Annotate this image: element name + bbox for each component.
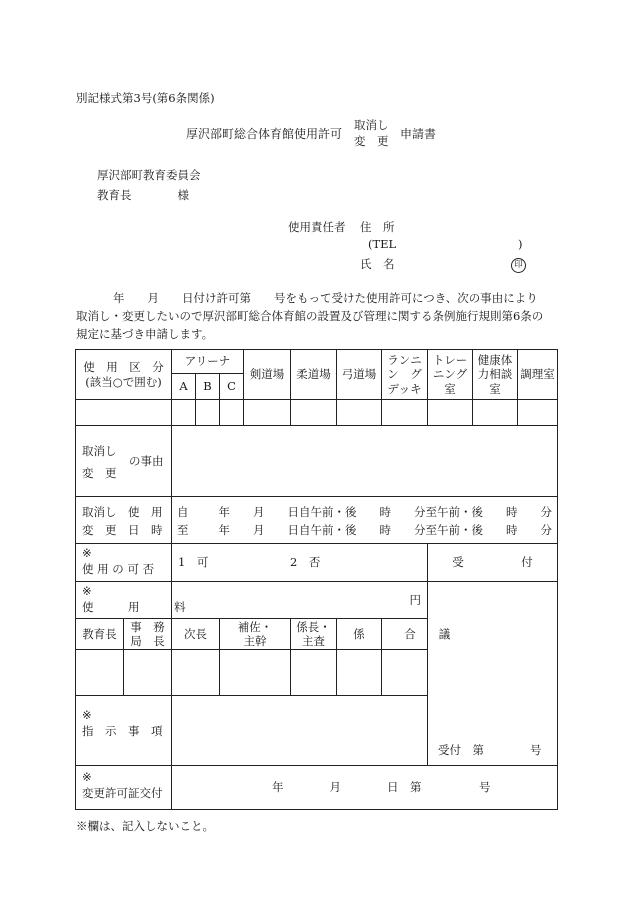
reason-label-suffix: の事由: [129, 454, 164, 468]
arena-b-cell[interactable]: [196, 400, 220, 426]
arena-a-cell[interactable]: [172, 400, 196, 426]
fee-label: [76, 582, 186, 619]
applicant-tel-open: (TEL: [368, 237, 397, 251]
seal-mark: 印: [511, 258, 526, 273]
training-room-line-2: ニング: [432, 367, 468, 382]
body-line-1: 年 月 日付け許可第 号をもって受けた使用許可につき、次の事由により: [113, 291, 538, 305]
applicant-tel-close: ): [518, 237, 523, 251]
training-room-header: [428, 350, 473, 400]
reception-area[interactable]: [428, 582, 558, 766]
kyudo-cell[interactable]: [337, 400, 382, 426]
approval-jimu-line-1: 事 務: [130, 619, 165, 634]
cooking-room-cell[interactable]: [518, 400, 558, 426]
health-consultation-cell[interactable]: [473, 400, 518, 426]
applicant-address-label: 住 所: [360, 220, 395, 234]
reason-label-change: 変 更: [82, 466, 117, 480]
training-room-cell[interactable]: [428, 400, 473, 426]
title-suffix: 申請書: [400, 127, 437, 141]
approval-kakari-stamp[interactable]: [337, 650, 382, 696]
usage-category-label: [76, 350, 172, 400]
approval-jicho-header: 次長: [172, 619, 220, 650]
body-line-3: 規定に基づき申請します。: [76, 327, 214, 341]
addressee-board: 厚沢部町教育委員会: [97, 168, 201, 182]
approval-kyoikucho-header: 教育長: [76, 619, 124, 650]
approval-hosa-line-1: 補佐・: [237, 619, 273, 634]
datetime-from-prefix: 自: [177, 505, 189, 519]
judo-cell[interactable]: [291, 400, 337, 426]
change-permit-label: [76, 766, 172, 810]
application-table: [75, 349, 558, 810]
applicant-name-label: 氏 名: [360, 257, 395, 271]
approval-hosa-line-2: 主幹: [243, 634, 267, 648]
running-deck-header: [382, 350, 428, 400]
fee-label-text: 使 用 料: [82, 600, 186, 614]
fee-yen: 円: [409, 593, 421, 607]
datetime-from-row: 年 月 日自午前・後 時 分至午前・後 時 分: [218, 505, 552, 519]
change-permit-mark: ※: [82, 770, 92, 784]
permission-no: 2 否: [290, 555, 321, 569]
approval-kakaricho-stamp[interactable]: [291, 650, 337, 696]
health-consultation-header: [473, 350, 518, 400]
form-number: 別記様式第3号(第6条関係): [76, 91, 215, 105]
permission-label: [76, 544, 172, 582]
arena-b-header: B: [196, 374, 220, 400]
approval-kakaricho-line-2: 主査: [302, 634, 325, 648]
arena-c-cell[interactable]: [220, 400, 244, 426]
health-consultation-line-2: 力相談: [477, 367, 513, 382]
usage-category-label-1: 使 用 区 分: [83, 360, 164, 375]
approval-kakaricho-line-1: 係長・: [296, 619, 331, 634]
datetime-to-prefix: 至: [177, 523, 189, 537]
approval-kyoikucho-stamp[interactable]: [76, 650, 124, 696]
instructions-field[interactable]: [172, 696, 428, 766]
reception-header: 受 付: [428, 544, 558, 582]
approval-kakaricho-header: [291, 619, 337, 650]
applicant-role-label: 使用責任者: [288, 220, 346, 234]
running-deck-line-2: ン グ: [387, 367, 422, 382]
kyudo-header: 弓道場: [337, 350, 382, 400]
datetime-to-row: 年 月 日自午前・後 時 分至午前・後 時 分: [218, 523, 552, 537]
footnote: ※欄は、記入しないこと。: [76, 819, 214, 833]
usage-blank-cell: [76, 400, 172, 426]
approval-jimukyokucho-stamp[interactable]: [124, 650, 172, 696]
kendo-cell[interactable]: [244, 400, 291, 426]
datetime-label-cancel: 取消し: [82, 505, 117, 519]
running-deck-line-1: ランニ: [387, 352, 422, 367]
approval-jimukyokucho-header: [124, 619, 172, 650]
health-consultation-line-1: 健康体: [477, 352, 513, 367]
training-room-line-1: トレー: [432, 352, 468, 367]
datetime-label-change: 変 更: [82, 523, 117, 537]
kendo-header: 剣道場: [244, 350, 291, 400]
instructions-label: [76, 696, 172, 766]
usage-category-label-2: (該当○で囲む): [85, 374, 162, 389]
approval-aigi-header: 合 議: [382, 619, 473, 650]
fee-field[interactable]: [172, 582, 428, 619]
permission-yes: 1 可: [178, 555, 209, 569]
approval-jicho-stamp[interactable]: [172, 650, 220, 696]
arena-a-header: A: [172, 374, 196, 400]
health-consultation-line-3: 室: [489, 381, 501, 396]
approval-hosa-stamp[interactable]: [220, 650, 291, 696]
title-main: 厚沢部町総合体育館使用許可: [186, 127, 343, 141]
reason-label: [76, 426, 172, 497]
permission-mark: ※: [82, 546, 92, 560]
instructions-label-text: 指 示 事 項: [82, 724, 163, 738]
datetime-label: [76, 497, 172, 544]
change-permit-field[interactable]: [172, 766, 558, 810]
fee-mark: ※: [82, 584, 92, 598]
approval-kakari-header: 係: [337, 619, 382, 650]
running-deck-line-3: デッキ: [387, 381, 422, 396]
title-option-change: 変 更: [354, 134, 389, 148]
datetime-field[interactable]: [172, 497, 558, 544]
reception-number: 受付 第 号: [438, 742, 542, 757]
permission-field[interactable]: [172, 544, 428, 582]
permission-label-text: 使 用 の 可 否: [82, 562, 155, 576]
title-option-cancel: 取消し: [354, 118, 389, 132]
instructions-mark: ※: [82, 708, 92, 722]
body-line-2: 取消し・変更したいので厚沢部町総合体育館の設置及び管理に関する条例施行規則第6条の: [76, 309, 544, 323]
approval-hosa-header: [220, 619, 291, 650]
reason-label-cancel: 取消し: [82, 444, 117, 458]
running-deck-cell[interactable]: [382, 400, 428, 426]
datetime-label-time: 日 時: [128, 523, 163, 537]
arena-c-header: C: [220, 374, 244, 400]
reason-field[interactable]: [172, 426, 558, 497]
training-room-line-3: 室: [444, 381, 456, 396]
arena-header: アリーナ: [172, 350, 244, 374]
cooking-room-header: 調理室: [518, 350, 558, 400]
change-permit-date: 年 月 日 第 号: [272, 780, 491, 794]
approval-jimu-line-2: 局 長: [130, 634, 165, 648]
datetime-label-use: 使 用: [128, 505, 163, 519]
judo-header: 柔道場: [291, 350, 337, 400]
change-permit-label-text: 変更許可証交付: [82, 786, 163, 800]
addressee-superintendent: 教育長 様: [97, 188, 189, 202]
